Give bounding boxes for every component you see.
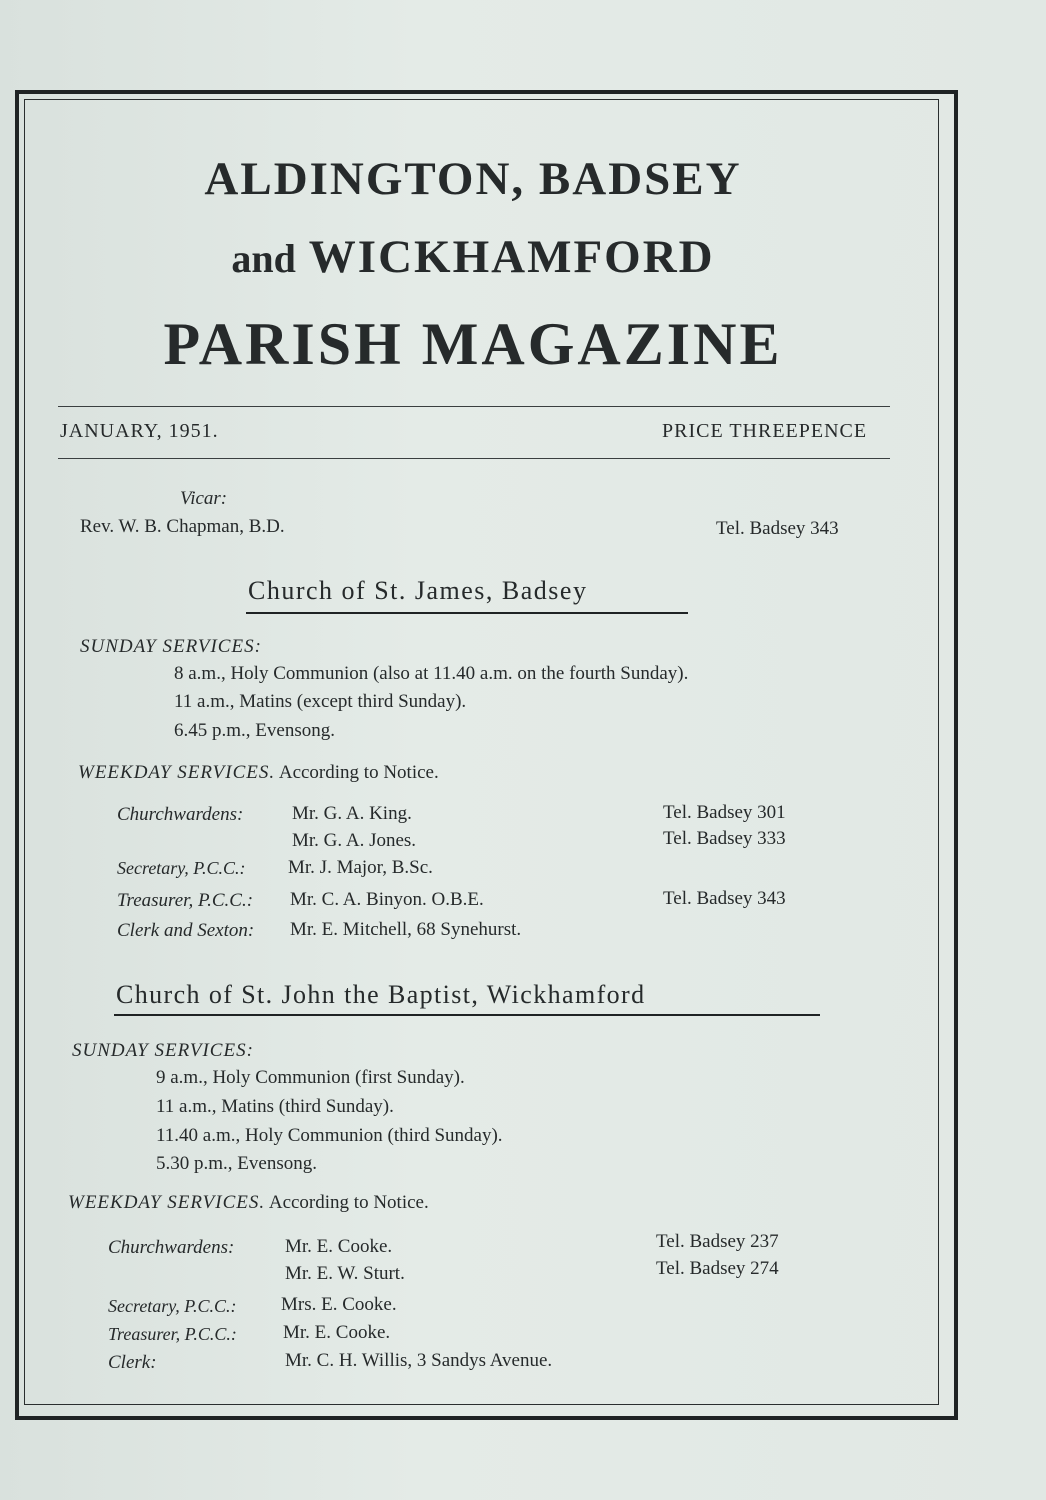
badsey-tel-1: Tel. Badsey 301 <box>663 802 786 823</box>
badsey-role-clerk: Clerk and Sexton: <box>117 920 255 941</box>
title-line-1: ALDINGTON, BADSEY <box>204 153 742 205</box>
badsey-name-4: Mr. C. A. Binyon. O.B.E. <box>290 889 484 910</box>
badsey-tel-2: Tel. Badsey 333 <box>663 828 786 849</box>
badsey-name-3: Mr. J. Major, B.Sc. <box>288 857 433 878</box>
wickhamford-name-2: Mr. E. W. Sturt. <box>285 1263 405 1284</box>
wickhamford-tel-1: Tel. Badsey 237 <box>656 1231 779 1252</box>
vicar-label: Vicar: <box>180 488 228 509</box>
badsey-name-1: Mr. G. A. King. <box>292 803 412 824</box>
wickhamford-weekday-label: WEEKDAY SERVICES. <box>68 1192 266 1213</box>
wickhamford-name-4: Mr. E. Cooke. <box>283 1322 391 1343</box>
wickhamford-role-churchwardens: Churchwardens: <box>108 1237 235 1258</box>
wickhamford-name-5: Mr. C. H. Willis, 3 Sandys Avenue. <box>285 1350 553 1371</box>
badsey-role-churchwardens: Churchwardens: <box>117 804 244 825</box>
badsey-weekday-label: WEEKDAY SERVICES. <box>78 762 276 783</box>
issue-price: PRICE THREEPENCE <box>662 420 868 442</box>
badsey-service-1: 8 a.m., Holy Communion (also at 11.40 a.m. on the fourth Sunday). <box>174 663 689 684</box>
title-line-2 <box>0 230 946 284</box>
title-and: and <box>231 236 296 281</box>
badsey-weekday-text: According to Notice. <box>278 762 439 783</box>
badsey-name-5: Mr. E. Mitchell, 68 Synehurst. <box>290 919 522 940</box>
wickhamford-service-3: 11.40 a.m., Holy Communion (third Sunday). <box>156 1125 503 1146</box>
wickhamford-weekday <box>68 1192 429 1214</box>
vicar-name: Rev. W. B. Chapman, B.D. <box>80 516 285 537</box>
wickhamford-heading-underline <box>114 1014 820 1016</box>
badsey-role-treasurer: Treasurer, P.C.C.: <box>117 890 254 911</box>
top-rule <box>58 406 890 407</box>
badsey-heading-underline <box>246 612 688 614</box>
wickhamford-sunday-label: SUNDAY SERVICES: <box>72 1040 254 1061</box>
badsey-service-2: 11 a.m., Matins (except third Sunday). <box>174 691 467 712</box>
wickhamford-name-3: Mrs. E. Cooke. <box>281 1294 397 1315</box>
badsey-tel-4: Tel. Badsey 343 <box>663 888 786 909</box>
wickhamford-service-1: 9 a.m., Holy Communion (first Sunday). <box>156 1067 465 1088</box>
wickhamford-service-4: 5.30 p.m., Evensong. <box>156 1153 317 1174</box>
badsey-service-3: 6.45 p.m., Evensong. <box>174 720 335 741</box>
wickhamford-role-secretary: Secretary, P.C.C.: <box>108 1296 237 1316</box>
wickhamford-service-2: 11 a.m., Matins (third Sunday). <box>156 1096 394 1117</box>
badsey-name-2: Mr. G. A. Jones. <box>292 830 417 851</box>
badsey-role-secretary: Secretary, P.C.C.: <box>117 858 246 878</box>
badsey-sunday-label: SUNDAY SERVICES: <box>80 636 262 657</box>
wickhamford-heading: Church of St. John the Baptist, Wickhamford <box>116 980 646 1009</box>
wickhamford-weekday-text: According to Notice. <box>268 1192 429 1213</box>
wickhamford-tel-2: Tel. Badsey 274 <box>656 1258 779 1279</box>
wickhamford-role-clerk: Clerk: <box>108 1352 157 1373</box>
issue-date: JANUARY, 1951. <box>60 420 219 442</box>
title-wickhamford: WICKHAMFORD <box>308 231 715 283</box>
magazine-title: PARISH MAGAZINE <box>163 311 783 377</box>
bottom-rule <box>58 458 890 459</box>
wickhamford-name-1: Mr. E. Cooke. <box>285 1236 393 1257</box>
badsey-weekday <box>78 762 439 784</box>
wickhamford-role-treasurer: Treasurer, P.C.C.: <box>108 1324 237 1344</box>
vicar-tel: Tel. Badsey 343 <box>716 518 839 539</box>
badsey-heading: Church of St. James, Badsey <box>248 576 588 605</box>
